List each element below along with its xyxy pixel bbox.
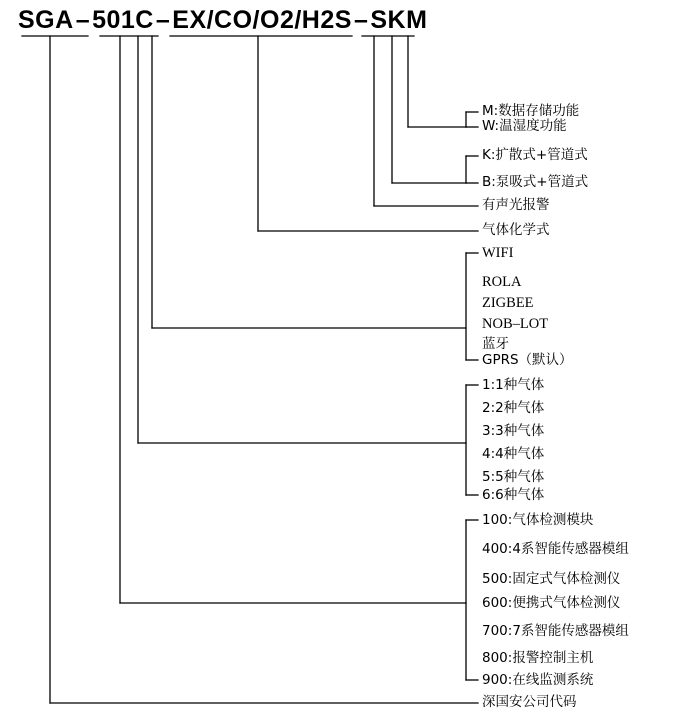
label-series-600: 600:便携式气体检测仪	[482, 595, 621, 611]
label-series-500: 500:固定式气体检测仪	[482, 571, 621, 587]
label-comm-rola: ROLA	[482, 274, 522, 290]
label-series-800: 800:报警控制主机	[482, 650, 594, 666]
label-gas-count-4: 4:4种气体	[482, 446, 545, 462]
code-separator-3: –	[353, 6, 369, 34]
label-gas-count-6: 6:6种气体	[482, 487, 545, 503]
label-diffusion-pipeline: K:扩散式+管道式	[482, 147, 588, 163]
label-comm-gprs-default: GPRS（默认）	[482, 352, 573, 368]
label-gas-chemical-type: 气体化学式	[482, 222, 550, 238]
label-temp-humidity: W:温湿度功能	[482, 118, 567, 134]
code-separator-2: –	[155, 6, 171, 34]
label-gas-count-1: 1:1种气体	[482, 377, 545, 393]
product-code-title	[18, 6, 427, 35]
label-company-code: 深国安公司代码	[482, 694, 577, 710]
label-series-900: 900:在线监测系统	[482, 672, 594, 688]
label-series-700: 700:7系智能传感器模组	[482, 623, 629, 639]
label-comm-bluetooth: 蓝牙	[482, 336, 509, 352]
label-gas-count-5: 5:5种气体	[482, 469, 545, 485]
label-series-400: 400:4系智能传感器模组	[482, 541, 629, 557]
code-segment-gases: EX/CO/O2/H2S	[172, 6, 352, 34]
label-comm-zigbee: ZIGBEE	[482, 295, 534, 311]
code-segment-model: 501C	[92, 6, 154, 34]
label-comm-nob-lot: NOB–LOT	[482, 316, 549, 332]
label-pump-pipeline: B:泵吸式+管道式	[482, 174, 589, 190]
code-segment-options: SKM	[370, 6, 428, 34]
label-gas-count-3: 3:3种气体	[482, 423, 545, 439]
code-separator-1: –	[75, 6, 91, 34]
label-data-storage: M:数据存储功能	[482, 103, 580, 119]
label-comm-wifi: WIFI	[482, 245, 514, 261]
label-audible-visual-alarm: 有声光报警	[482, 197, 550, 213]
label-gas-count-2: 2:2种气体	[482, 400, 545, 416]
code-segment-brand: SGA	[18, 6, 74, 34]
label-series-100: 100:气体检测模块	[482, 512, 594, 528]
